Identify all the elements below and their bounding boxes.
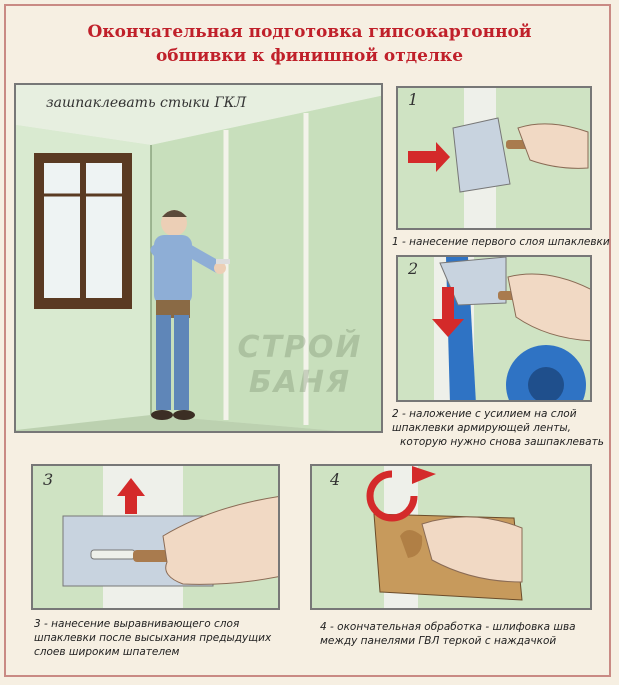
step-4-illustration bbox=[312, 466, 592, 610]
step-4-caption bbox=[320, 620, 576, 648]
main-scene-label: зашпаклевать стыки ГКЛ bbox=[46, 95, 247, 111]
step-1-caption-line: 1 - нанесение первого слоя шпаклевки bbox=[392, 236, 610, 248]
step-4-number: 4 bbox=[330, 470, 341, 489]
step-2-caption bbox=[392, 407, 604, 449]
step-2-caption-line-2: шпаклевки армирующей ленты, bbox=[392, 422, 571, 434]
step-3-caption bbox=[34, 617, 271, 659]
step-1-caption bbox=[392, 235, 610, 249]
step-4-panel bbox=[310, 464, 592, 610]
step-3-caption-line-1: 3 - нанесение выравнивающего слоя bbox=[34, 618, 240, 630]
page-title bbox=[0, 20, 619, 68]
step-3-illustration bbox=[33, 466, 280, 610]
watermark-text: СТРОЙ БАНЯ bbox=[237, 330, 363, 400]
step-1-illustration bbox=[398, 88, 592, 230]
step-1-panel bbox=[396, 86, 592, 230]
step-1-number: 1 bbox=[408, 90, 419, 109]
step-4-caption-line-1: 4 - окончательная обработка - шлифовка шва bbox=[320, 621, 576, 633]
title-line-1: Окончательная подготовка гипсокартонной bbox=[87, 22, 532, 42]
step-2-illustration bbox=[398, 257, 592, 402]
step-2-caption-line-3: которую нужно снова зашпаклевать bbox=[400, 436, 604, 448]
step-3-caption-line-3: слоев широким шпателем bbox=[34, 646, 180, 658]
step-2-panel bbox=[396, 255, 592, 402]
title-line-2: обшивки к финишной отделке bbox=[155, 46, 464, 66]
step-2-number: 2 bbox=[408, 259, 419, 278]
step-3-number: 3 bbox=[43, 470, 54, 489]
step-4-caption-line-2: между панелями ГВЛ теркой с наждачкой bbox=[320, 635, 557, 647]
step-2-caption-line-1: 2 - наложение с усилием на слой bbox=[392, 408, 577, 420]
step-3-caption-line-2: шпаклевки после высыхания предыдущих bbox=[34, 632, 272, 644]
step-3-panel bbox=[31, 464, 280, 610]
